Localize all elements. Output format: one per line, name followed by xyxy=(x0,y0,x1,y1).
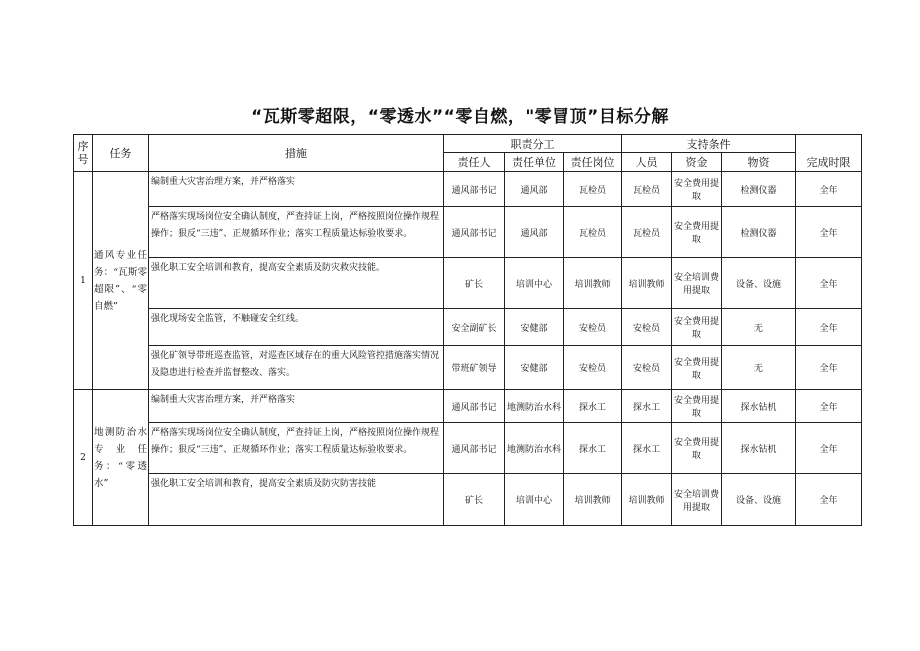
group-number: 2 xyxy=(74,390,93,526)
measure-text: 强化矿领导带班巡查监管，对巡查区域存在的重大风险管控措施落实情况及隐患进行检查并监督整改、落实。 xyxy=(151,351,440,378)
support-staff: 瓦检员 xyxy=(622,172,672,207)
group-task: 通风专业任务：“瓦斯零超限”、“零自燃” xyxy=(93,172,149,390)
support-material: 无 xyxy=(722,346,796,390)
duty-person: 通风部书记 xyxy=(444,207,505,258)
duty-post: 安检员 xyxy=(564,346,622,390)
duty-post: 瓦检员 xyxy=(564,172,622,207)
support-staff: 培训教师 xyxy=(622,258,672,309)
support-staff: 探水工 xyxy=(622,423,672,474)
duty-unit: 安健部 xyxy=(505,309,564,346)
support-fund: 安全费用提取 xyxy=(672,423,722,474)
duty-person: 通风部书记 xyxy=(444,423,505,474)
header-duty: 职责分工 xyxy=(444,135,622,153)
header-duty-person: 责任人 xyxy=(444,153,505,172)
deadline: 全年 xyxy=(796,258,862,309)
support-fund: 安全费用提取 xyxy=(672,309,722,346)
duty-person: 矿长 xyxy=(444,474,505,526)
duty-post: 培训教师 xyxy=(564,258,622,309)
group-task: 地测防治水专业任务：“零透水” xyxy=(93,390,149,526)
measure-cell xyxy=(149,423,444,474)
table-row xyxy=(74,258,862,309)
support-material: 设备、设施 xyxy=(722,258,796,309)
duty-person: 通风部书记 xyxy=(444,172,505,207)
measure-cell xyxy=(149,172,444,207)
support-staff: 培训教师 xyxy=(622,474,672,526)
measure-text: 强化现场安全监管，不触碰安全红线。 xyxy=(151,314,305,324)
duty-post: 安检员 xyxy=(564,309,622,346)
duty-post: 探水工 xyxy=(564,390,622,423)
duty-post: 瓦检员 xyxy=(564,207,622,258)
support-material: 探水钻机 xyxy=(722,390,796,423)
measure-cell xyxy=(149,390,444,423)
measure-text: 强化职工安全培训和教育，提高安全素质及防灾防害技能 xyxy=(151,479,377,489)
table-row xyxy=(74,172,862,207)
measure-cell xyxy=(149,474,444,526)
deadline: 全年 xyxy=(796,207,862,258)
support-material: 探水钻机 xyxy=(722,423,796,474)
measure-cell xyxy=(149,258,444,309)
duty-person: 安全副矿长 xyxy=(444,309,505,346)
header-duty-unit: 责任单位 xyxy=(505,153,564,172)
deadline: 全年 xyxy=(796,474,862,526)
measure-text: 编制重大灾害治理方案，并严格落实 xyxy=(151,395,296,405)
deadline: 全年 xyxy=(796,423,862,474)
duty-unit: 安健部 xyxy=(505,346,564,390)
measure-text: 严格落实现场岗位安全确认制度，严查持证上岗，严格按照岗位操作规程操作；狠反“三违”、正规循环作业；落实工程质量达标验收要求。 xyxy=(151,212,440,239)
support-staff: 瓦检员 xyxy=(622,207,672,258)
duty-unit: 培训中心 xyxy=(505,258,564,309)
duty-person: 带班矿领导 xyxy=(444,346,505,390)
header-duty-post: 责任岗位 xyxy=(564,153,622,172)
deadline: 全年 xyxy=(796,309,862,346)
table-row xyxy=(74,474,862,526)
measure-cell xyxy=(149,346,444,390)
measure-cell xyxy=(149,309,444,346)
measure-text: 编制重大灾害治理方案，并严格落实 xyxy=(151,177,296,187)
deadline: 全年 xyxy=(796,172,862,207)
deadline: 全年 xyxy=(796,390,862,423)
duty-unit: 地测防治水科 xyxy=(505,390,564,423)
support-staff: 安检员 xyxy=(622,346,672,390)
support-material: 检测仪器 xyxy=(722,172,796,207)
table-row xyxy=(74,207,862,258)
measure-text: 严格落实现场岗位安全确认制度，严查持证上岗，严格按照岗位操作规程操作；狠反“三违”、正规循环作业；落实工程质量达标验收要求。 xyxy=(151,428,440,455)
header-support: 支持条件 xyxy=(622,135,796,153)
header-support-material: 物资 xyxy=(722,153,796,172)
duty-unit: 通风部 xyxy=(505,172,564,207)
duty-unit: 培训中心 xyxy=(505,474,564,526)
support-fund: 安全培训费用提取 xyxy=(672,474,722,526)
target-breakdown-table xyxy=(73,134,862,526)
table-row xyxy=(74,390,862,423)
support-staff: 安检员 xyxy=(622,309,672,346)
support-fund: 安全费用提取 xyxy=(672,390,722,423)
duty-person: 通风部书记 xyxy=(444,390,505,423)
header-no: 序号 xyxy=(74,135,93,172)
header-support-staff: 人员 xyxy=(622,153,672,172)
duty-post: 探水工 xyxy=(564,423,622,474)
header-support-fund: 资金 xyxy=(672,153,722,172)
duty-unit: 地测防治水科 xyxy=(505,423,564,474)
duty-unit: 通风部 xyxy=(505,207,564,258)
header-task: 任务 xyxy=(93,135,149,172)
support-fund: 安全费用提取 xyxy=(672,346,722,390)
header-deadline: 完成时限 xyxy=(796,135,862,172)
support-material: 设备、设施 xyxy=(722,474,796,526)
support-fund: 安全费用提取 xyxy=(672,207,722,258)
support-fund: 安全培训费用提取 xyxy=(672,258,722,309)
table-row xyxy=(74,309,862,346)
deadline: 全年 xyxy=(796,346,862,390)
support-material: 无 xyxy=(722,309,796,346)
support-staff: 探水工 xyxy=(622,390,672,423)
table-row xyxy=(74,423,862,474)
group-number: 1 xyxy=(74,172,93,390)
table-row xyxy=(74,346,862,390)
support-material: 检测仪器 xyxy=(722,207,796,258)
header-measure: 措施 xyxy=(149,135,444,172)
duty-post: 培训教师 xyxy=(564,474,622,526)
document-title: “瓦斯零超限，“零透水”“零自燃，"零冒顶”目标分解 xyxy=(251,107,669,127)
measure-text: 强化职工安全培训和教育，提高安全素质及防灾救灾技能。 xyxy=(151,263,386,273)
measure-cell xyxy=(149,207,444,258)
support-fund: 安全费用提取 xyxy=(672,172,722,207)
duty-person: 矿长 xyxy=(444,258,505,309)
